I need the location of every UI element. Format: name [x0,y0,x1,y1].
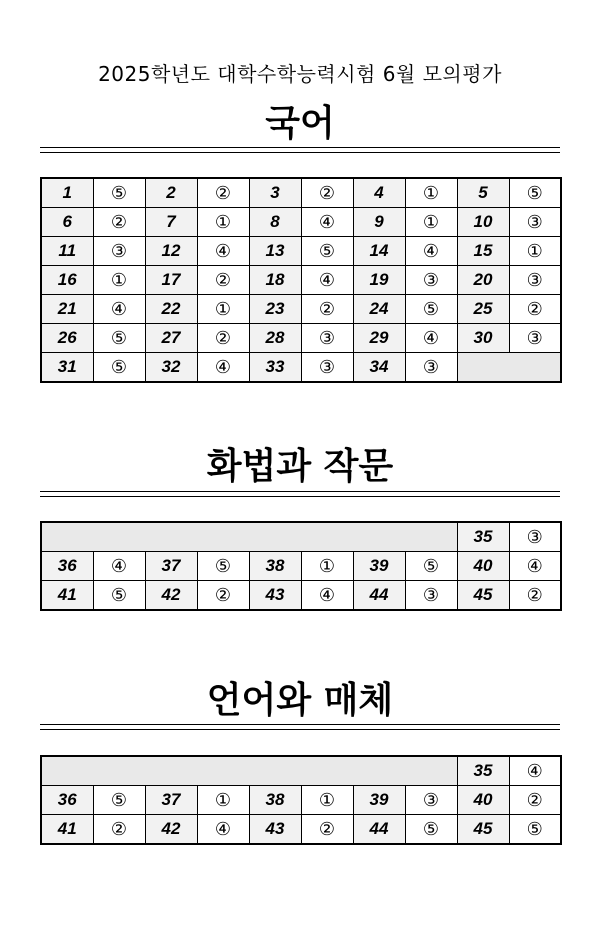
question-number: 3 [249,178,301,208]
question-number: 45 [457,815,509,845]
question-number: 7 [145,208,197,237]
answer-choice: ① [197,208,249,237]
answer-choice: ④ [405,237,457,266]
answer-choice: ⑤ [301,237,353,266]
answer-choice: ④ [301,581,353,611]
question-number: 38 [249,552,301,581]
question-number: 37 [145,552,197,581]
answer-choice: ② [509,786,561,815]
answer-choice: ① [405,178,457,208]
question-number: 31 [41,353,93,383]
answer-choice: ④ [93,552,145,581]
question-number: 28 [249,324,301,353]
answer-choice: ③ [93,237,145,266]
answer-choice: ⑤ [93,786,145,815]
answer-table-speech-writing [40,521,562,611]
answer-choice: ⑤ [405,552,457,581]
answer-choice: ② [509,581,561,611]
answer-choice: ⑤ [93,178,145,208]
answer-choice: ② [197,178,249,208]
answer-choice: ④ [509,552,561,581]
answer-choice: ③ [509,208,561,237]
answer-row [41,237,561,266]
answer-choice: ④ [197,353,249,383]
question-number: 24 [353,295,405,324]
answer-row [41,786,561,815]
question-number: 13 [249,237,301,266]
answer-choice: ① [509,237,561,266]
answer-choice: ③ [509,266,561,295]
answer-row [41,266,561,295]
empty-cell [41,756,457,786]
question-number: 40 [457,786,509,815]
answer-row [41,178,561,208]
answer-choice: ② [301,178,353,208]
question-number: 44 [353,581,405,611]
empty-cell [457,353,561,383]
question-number: 41 [41,815,93,845]
answer-choice: ② [509,295,561,324]
answer-choice: ③ [405,786,457,815]
answer-row [41,208,561,237]
answer-choice: ③ [509,324,561,353]
exam-title: 2025학년도 대학수학능력시험 6월 모의평가 [98,62,502,86]
answer-choice: ③ [405,266,457,295]
question-number: 42 [145,581,197,611]
answer-row [41,756,561,786]
question-number: 6 [41,208,93,237]
question-number: 16 [41,266,93,295]
answer-choice: ⑤ [93,353,145,383]
answer-row [41,353,561,383]
answer-choice: ⑤ [405,815,457,845]
answer-choice: ⑤ [93,324,145,353]
question-number: 29 [353,324,405,353]
answer-choice: ② [301,295,353,324]
answer-choice: ④ [301,266,353,295]
question-number: 2 [145,178,197,208]
question-number: 39 [353,552,405,581]
question-number: 35 [457,756,509,786]
question-number: 26 [41,324,93,353]
answer-choice: ③ [405,581,457,611]
answer-choice: ③ [405,353,457,383]
question-number: 8 [249,208,301,237]
answer-row [41,324,561,353]
answer-choice: ① [301,552,353,581]
answer-row [41,581,561,611]
question-number: 34 [353,353,405,383]
answer-choice: ② [93,815,145,845]
divider-language-media [40,724,560,730]
answer-row [41,815,561,845]
answer-choice: ⑤ [93,581,145,611]
answer-choice: ③ [301,353,353,383]
divider-korean [40,147,560,153]
question-number: 37 [145,786,197,815]
question-number: 40 [457,552,509,581]
question-number: 21 [41,295,93,324]
answer-choice: ④ [301,208,353,237]
answer-choice: ④ [405,324,457,353]
section-title-speech-writing: 화법과 작문 [206,446,394,487]
question-number: 35 [457,522,509,552]
section-title-korean: 국어 [265,103,335,144]
answer-choice: ① [197,786,249,815]
answer-choice: ⑤ [405,295,457,324]
question-number: 39 [353,786,405,815]
answer-choice: ⑤ [509,178,561,208]
question-number: 5 [457,178,509,208]
answer-choice: ② [197,581,249,611]
question-number: 43 [249,581,301,611]
answer-choice: ④ [197,815,249,845]
question-number: 27 [145,324,197,353]
question-number: 41 [41,581,93,611]
answer-choice: ② [301,815,353,845]
section-title-language-media: 언어와 매체 [206,680,394,721]
answer-choice: ① [93,266,145,295]
answer-choice: ② [197,266,249,295]
answer-choice: ② [197,324,249,353]
question-number: 44 [353,815,405,845]
question-number: 23 [249,295,301,324]
question-number: 36 [41,786,93,815]
divider-speech-writing [40,491,560,497]
answer-choice: ⑤ [509,815,561,845]
question-number: 30 [457,324,509,353]
answer-choice: ③ [509,522,561,552]
question-number: 33 [249,353,301,383]
question-number: 22 [145,295,197,324]
question-number: 4 [353,178,405,208]
question-number: 11 [41,237,93,266]
answer-table-language-media [40,755,562,845]
question-number: 18 [249,266,301,295]
answer-table-korean [40,177,562,383]
question-number: 19 [353,266,405,295]
answer-row [41,552,561,581]
question-number: 14 [353,237,405,266]
question-number: 36 [41,552,93,581]
question-number: 38 [249,786,301,815]
question-number: 32 [145,353,197,383]
answer-choice: ① [301,786,353,815]
question-number: 25 [457,295,509,324]
question-number: 12 [145,237,197,266]
question-number: 17 [145,266,197,295]
answer-row [41,295,561,324]
question-number: 1 [41,178,93,208]
question-number: 9 [353,208,405,237]
question-number: 43 [249,815,301,845]
answer-choice: ④ [93,295,145,324]
answer-choice: ④ [197,237,249,266]
question-number: 20 [457,266,509,295]
answer-choice: ① [405,208,457,237]
question-number: 45 [457,581,509,611]
answer-choice: ⑤ [197,552,249,581]
answer-choice: ④ [509,756,561,786]
question-number: 42 [145,815,197,845]
answer-choice: ① [197,295,249,324]
question-number: 15 [457,237,509,266]
answer-choice: ② [93,208,145,237]
answer-choice: ③ [301,324,353,353]
question-number: 10 [457,208,509,237]
empty-cell [41,522,457,552]
answer-row [41,522,561,552]
